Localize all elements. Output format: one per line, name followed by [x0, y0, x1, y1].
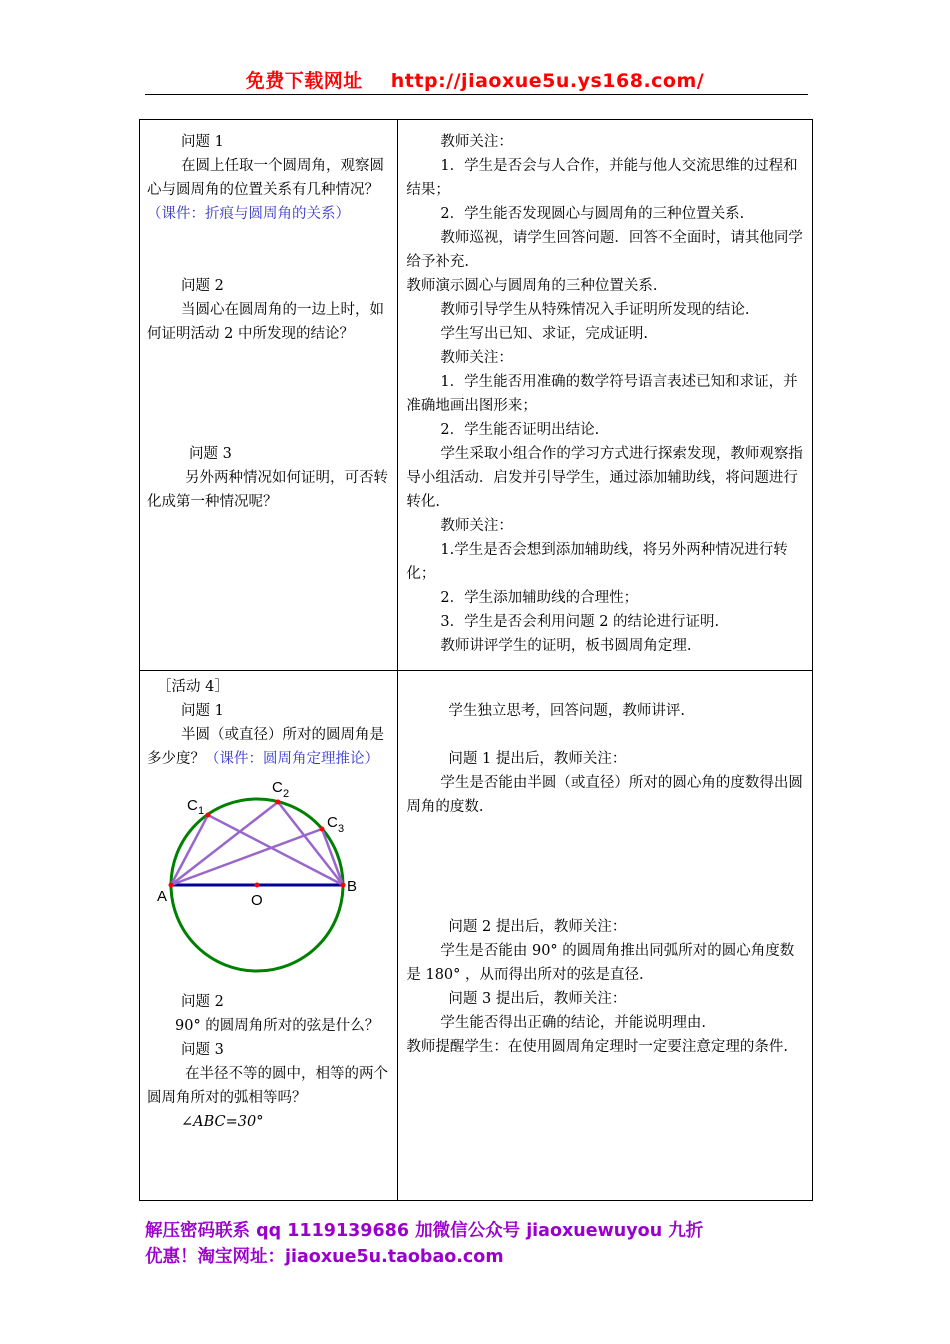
point-b: [341, 883, 346, 888]
question-text-body: 半圆（或直径）所对的圆周角是多少度？: [147, 727, 384, 767]
question-text: 在半径不等的圆中，相等的两个圆周角所对的弧相等吗？: [147, 1066, 388, 1106]
point-o: [255, 883, 260, 888]
question-text-body: 在圆上任取一个圆周角，观察圆心与圆周角的位置关系有几种情况？: [147, 158, 384, 198]
header-label: 免费下载网址: [245, 70, 363, 92]
row1-left-cell: [140, 120, 398, 671]
question-title: 问题 3: [181, 1042, 224, 1058]
teacher-note: 学生采取小组合作的学习方式进行探索发现，教师观察指导小组活动．启发并引导学生，通过添加辅助线，将问题进行转化.: [406, 446, 803, 510]
footer-line[interactable]: 优惠！淘宝网址：jiaoxue5u.taobao.com: [145, 1247, 504, 1267]
row2-right-cell: [398, 671, 813, 1201]
teacher-note: 教师关注：: [440, 350, 513, 366]
label-a: A: [157, 888, 168, 905]
teacher-note: 学生能否得出正确的结论，并能说明理由.: [440, 1015, 706, 1031]
label-c1-sub: 1: [198, 805, 205, 817]
teacher-note: 1．学生是否会与人合作，并能与他人交流思维的过程和结果；: [406, 158, 798, 198]
teacher-note: 教师演示圆心与圆周角的三种位置关系.: [406, 278, 658, 294]
row2-left-cell: [140, 671, 398, 1201]
teacher-note: 教师巡视，请学生回答问题．回答不全面时，请其他同学给予补充.: [406, 230, 803, 270]
teacher-note: 2．学生添加辅助线的合理性；: [440, 590, 639, 606]
label-b: B: [347, 878, 358, 895]
label-c2-sub: 2: [283, 788, 290, 800]
teacher-note: 学生是否能由半圆（或直径）所对的圆心角的度数得出圆周角的度数.: [406, 775, 803, 815]
teacher-note: 问题 3 提出后，教师关注：: [448, 991, 627, 1007]
teacher-notes: [398, 120, 812, 670]
point-c2: [276, 800, 281, 805]
teacher-note: 学生独立思考，回答问题，教师讲评.: [448, 703, 685, 719]
question-text: [147, 723, 389, 771]
page-footer: [145, 1218, 785, 1270]
page-header: [0, 66, 950, 93]
teacher-note: 教师引导学生从特殊情况入手证明所发现的结论.: [440, 302, 750, 318]
question-title: 问题 3: [189, 446, 232, 462]
courseware-note: （课件：圆周角定理推论）: [205, 751, 379, 767]
question-title: 问题 2: [181, 278, 224, 294]
teacher-note: 教师关注：: [440, 134, 513, 150]
label-c1: C: [187, 797, 198, 814]
teacher-note: 3．学生是否会利用问题 2 的结论进行证明.: [440, 614, 720, 630]
table-row: [140, 120, 813, 671]
teacher-note: 问题 1 提出后，教师关注：: [448, 751, 627, 767]
angle-note: ∠ABC=30°: [181, 1114, 264, 1130]
courseware-note: （课件：折痕与圆周角的关系）: [147, 206, 350, 222]
teacher-note: 教师讲评学生的证明，板书圆周角定理.: [440, 638, 692, 654]
header-url[interactable]: http://jiaoxue5u.ys168.com/: [390, 70, 705, 92]
teacher-note: 1.学生是否会想到添加辅助线，将另外两种情况进行转化；: [406, 542, 788, 582]
label-o: O: [251, 892, 263, 909]
teacher-note: 2．学生能否证明出结论.: [440, 422, 600, 438]
inscribed-angle-figure: [151, 775, 361, 980]
teacher-note: 2．学生能否发现圆心与圆周角的三种位置关系.: [440, 206, 745, 222]
teacher-note: 教师关注：: [440, 518, 513, 534]
teacher-note: 教师提醒学生：在使用圆周角定理时一定要注意定理的条件.: [406, 1039, 788, 1055]
point-a: [169, 883, 174, 888]
table-row: [140, 671, 813, 1201]
question-title: 问题 1: [181, 703, 224, 719]
label-c2: C: [272, 779, 283, 796]
question-text: [147, 154, 389, 226]
teacher-note: 1．学生能否用准确的数学符号语言表述已知和求证，并准确地画出图形来；: [406, 374, 798, 414]
header-rule: [145, 94, 808, 95]
question-text: 另外两种情况如何证明，可否转化成第一种情况呢？: [147, 470, 388, 510]
activity-label: ［活动 4］: [157, 679, 229, 695]
row1-right-cell: [398, 120, 813, 671]
label-c3: C: [327, 814, 338, 831]
question-text: 当圆心在圆周角的一边上时，如何证明活动 2 中所发现的结论？: [147, 302, 384, 342]
footer-line: 解压密码联系 qq 1119139686 加微信公众号 jiaoxuewuyou 九折: [145, 1221, 704, 1241]
label-c3-sub: 3: [338, 823, 345, 835]
question-title: 问题 2: [181, 994, 224, 1010]
teacher-note: 问题 2 提出后，教师关注：: [448, 919, 627, 935]
point-c1: [206, 813, 211, 818]
question-text: 90° 的圆周角所对的弦是什么？: [175, 1018, 380, 1034]
question-title: 问题 1: [181, 134, 224, 150]
lesson-table: [139, 119, 813, 1201]
point-c3: [320, 827, 325, 832]
teacher-note: 学生写出已知、求证，完成证明.: [440, 326, 648, 342]
teacher-note: 学生是否能由 90° 的圆周角推出同弧所对的圆心角度数是 180° ，从而得出所对的弦是直径.: [406, 943, 795, 983]
